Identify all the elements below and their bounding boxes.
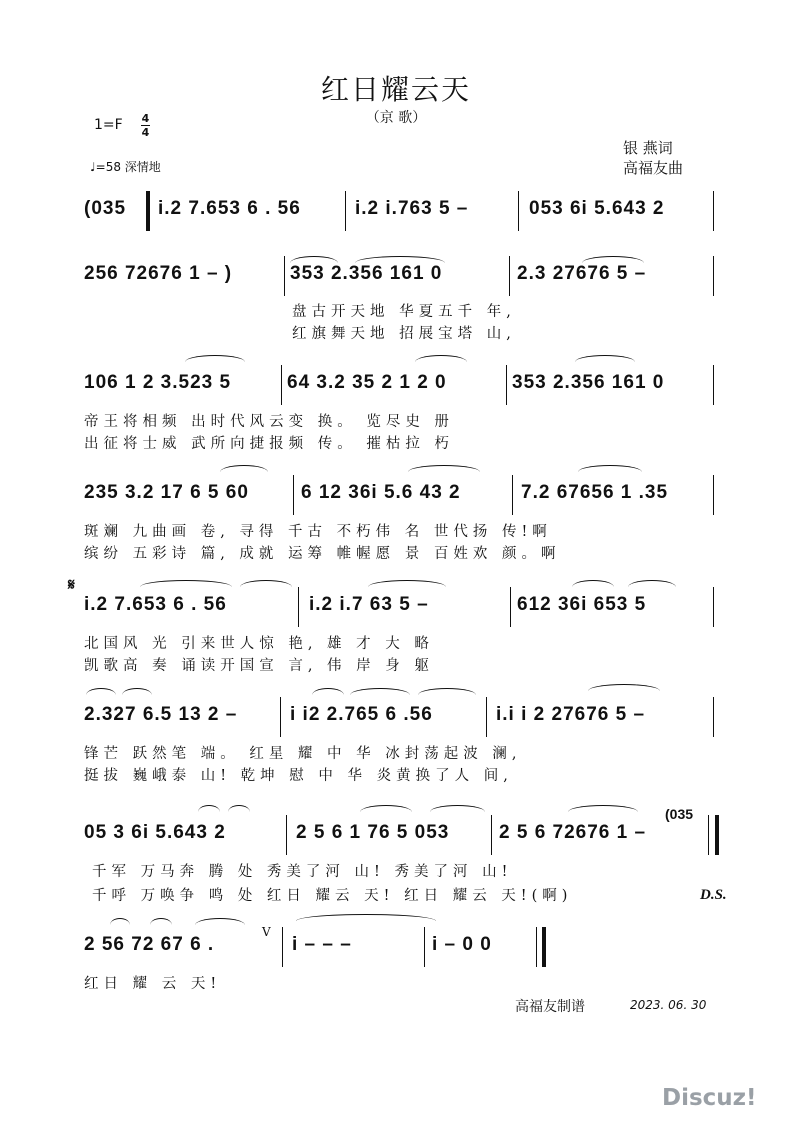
music-line-7-measure-2: 2 5 6 1 76 5 053 <box>296 822 450 843</box>
slur <box>110 918 130 925</box>
barline <box>424 927 425 967</box>
watermark-logo: Discuz! <box>662 1085 757 1111</box>
key-signature: 1=F <box>94 117 123 133</box>
transcription-date: 2023. 06. 30 <box>630 998 707 1012</box>
slur <box>430 805 485 812</box>
lyric-line-6-verse-2: 挺拔 巍峨泰 山! 乾坤 慰 中 华 炎黄换了人 间, <box>84 768 513 784</box>
slur <box>185 355 245 362</box>
composer-credit: 高福友曲 <box>623 159 684 177</box>
slur <box>628 580 676 587</box>
barline <box>284 256 285 296</box>
music-line-1-measure-3: 053 6i 5.643 2 <box>529 198 665 219</box>
slur <box>368 580 446 587</box>
lyricist-credit: 银 燕词 <box>623 139 673 157</box>
slur <box>575 355 635 362</box>
slur <box>572 580 614 587</box>
barline <box>518 191 519 231</box>
slur <box>140 580 232 587</box>
lyric-line-4-verse-1: 斑斓 九曲画 卷, 寻得 千古 不朽伟 名 世代扬 传!啊 <box>84 524 552 540</box>
slur <box>408 465 480 472</box>
barline <box>713 475 714 515</box>
music-line-6-measure-3: i.i i 2 27676 5 – <box>496 704 646 725</box>
time-sig-top: 4 <box>141 112 150 125</box>
slur <box>582 256 644 263</box>
slur <box>220 465 268 472</box>
repeat-end-bar-thick <box>715 815 719 855</box>
music-line-4-measure-3: 7.2 67656 1 .35 <box>521 482 669 503</box>
genre-subtitle: （京 歌） <box>365 110 427 126</box>
barline <box>293 475 294 515</box>
barline <box>713 256 714 296</box>
music-line-3-measure-1: 106 1 2 3.523 5 <box>84 372 232 393</box>
lyric-line-3-verse-1: 帝王将相频 出时代风云变 换。 览尽史 册 <box>84 414 454 430</box>
time-sig-bottom: 4 <box>141 126 150 139</box>
tie <box>296 914 436 921</box>
slur <box>418 688 476 695</box>
slur <box>122 688 152 695</box>
barline <box>713 191 714 231</box>
lyric-line-2-verse-1: 盘古开天地 华夏五千 年, <box>292 304 516 320</box>
music-line-7-measure-3: 2 5 6 72676 1 – <box>499 822 647 843</box>
da-segno-mark: D.S. <box>700 887 727 903</box>
barline <box>509 256 510 296</box>
music-line-6-measure-1: 2.327 6.5 13 2 – <box>84 704 238 725</box>
slur <box>150 918 172 925</box>
barline <box>281 365 282 405</box>
lyric-line-3-verse-2: 出征将士威 武所向捷报频 传。 摧枯拉 朽 <box>84 436 454 452</box>
slur <box>360 805 412 812</box>
music-line-1-measure-1: i.2 7.653 6 . 56 <box>158 198 301 219</box>
barline <box>713 587 714 627</box>
barline <box>282 927 283 967</box>
slur <box>568 805 638 812</box>
barline <box>512 475 513 515</box>
music-line-3-measure-3: 353 2.356 161 0 <box>512 372 665 393</box>
lyric-line-8: 红日 耀 云 天! <box>84 976 222 992</box>
lyric-line-6-verse-1: 锋芒 跃然笔 端。 红星 耀 中 华 冰封荡起波 澜, <box>84 746 522 762</box>
segno-sign: 𝄋 <box>68 575 75 594</box>
barline <box>713 365 714 405</box>
barline <box>506 365 507 405</box>
music-line-8-measure-2: i – – – <box>292 934 352 955</box>
tempo-marking: ♩=58 深情地 <box>90 160 161 174</box>
music-line-5-measure-3: 612 36i 653 5 <box>517 594 647 615</box>
lyric-line-5-verse-2: 凯歌高 奏 诵读开国宣 言, 伟 岸 身 躯 <box>84 658 434 674</box>
slur <box>195 918 245 925</box>
slur <box>350 688 410 695</box>
music-line-8-measure-1: 2 56 72 67 6 . <box>84 934 215 955</box>
slur <box>588 684 660 691</box>
music-line-3-measure-2: 64 3.2 35 2 1 2 0 <box>287 372 447 393</box>
lyric-line-7-verse-2: 千呼 万唤争 鸣 处 红日 耀云 天! 红日 耀云 天!(啊) <box>92 888 573 904</box>
lyric-line-5-verse-1: 北国风 光 引来世人惊 艳, 雄 才 大 略 <box>84 636 434 652</box>
barline <box>486 697 487 737</box>
repeat-cue: (035 <box>665 806 694 822</box>
music-line-2-measure-2: 2.3 27676 5 – <box>517 263 647 284</box>
slur <box>290 256 338 263</box>
music-line-5-measure-2: i.2 i.7 63 5 – <box>309 594 429 615</box>
barline <box>345 191 346 231</box>
music-line-8-measure-3: i – 0 0 <box>432 934 492 955</box>
music-line-1-opening: (035 <box>84 198 127 219</box>
music-line-2-intro-end: 256 72676 1 – ) <box>84 263 233 284</box>
slur <box>355 256 445 263</box>
music-line-7-measure-1: 05 3 6i 5.643 2 <box>84 822 226 843</box>
lyric-line-7-verse-1: 千军 万马奔 腾 处 秀美了河 山! 秀美了河 山! <box>92 864 513 880</box>
music-line-4-measure-1: 235 3.2 17 6 5 60 <box>84 482 249 503</box>
slur <box>228 805 250 812</box>
music-line-5-measure-1: i.2 7.653 6 . 56 <box>84 594 227 615</box>
barline <box>286 815 287 855</box>
slur <box>312 688 344 695</box>
music-line-6-measure-2: i i2 2.765 6 .56 <box>290 704 433 725</box>
slur <box>578 465 642 472</box>
barline <box>298 587 299 627</box>
slur <box>415 355 467 362</box>
barline <box>713 697 714 737</box>
music-line-4-measure-2: 6 12 36i 5.6 43 2 <box>301 482 461 503</box>
breath-mark: V <box>262 925 271 939</box>
slur <box>86 688 116 695</box>
music-line-2-measure-1: 353 2.356 161 0 <box>290 263 443 284</box>
slur <box>198 805 220 812</box>
repeat-end-bar-thin <box>708 815 709 855</box>
slur <box>240 580 292 587</box>
final-bar-thick <box>542 927 546 967</box>
final-bar-thin <box>536 927 537 967</box>
transcriber-credit: 高福友制谱 <box>515 999 585 1015</box>
lyric-line-4-verse-2: 缤纷 五彩诗 篇, 成就 运筹 帷幄愿 景 百姓欢 颜。啊 <box>84 546 561 562</box>
lyric-line-2-verse-2: 红旗舞天地 招展宝塔 山, <box>292 326 516 342</box>
barline <box>280 697 281 737</box>
barline <box>510 587 511 627</box>
music-line-1-measure-2: i.2 i.763 5 – <box>355 198 469 219</box>
barline <box>491 815 492 855</box>
time-signature <box>141 113 150 138</box>
repeat-start-bar <box>146 191 150 231</box>
song-title: 红日耀云天 <box>320 73 471 106</box>
